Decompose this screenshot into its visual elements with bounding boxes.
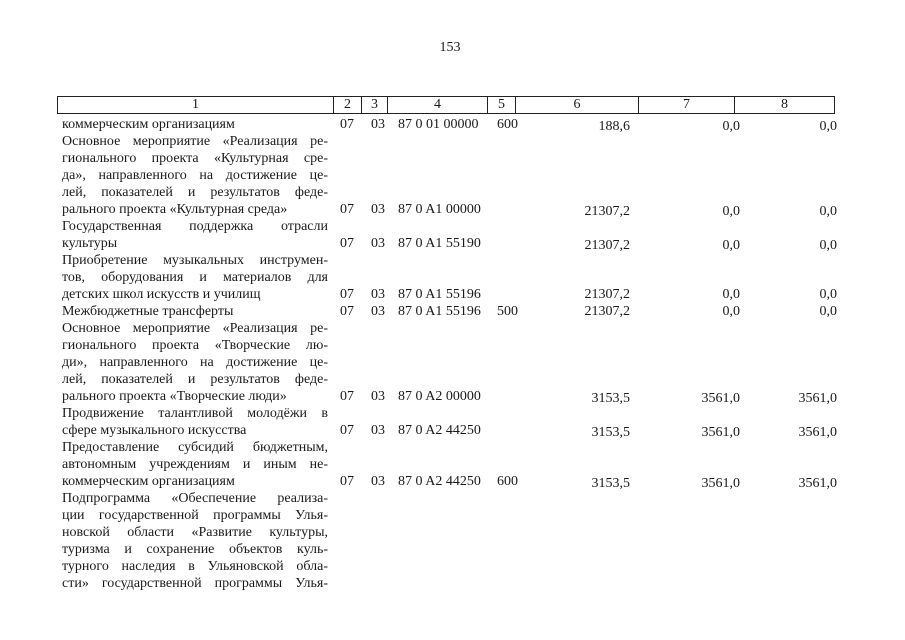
row-description (62, 252, 328, 303)
amount-col-8: 3561,0 (798, 425, 837, 440)
amount-col-7: 3561,0 (701, 476, 740, 491)
row-description (62, 303, 328, 320)
amount-col-8: 0,0 (819, 238, 837, 253)
column-header-4: 4 (388, 97, 488, 114)
section-code: 07 (340, 304, 354, 319)
column-header-3: 3 (362, 97, 388, 114)
column-header-7: 7 (639, 97, 735, 114)
table-row (0, 439, 905, 490)
row-description (62, 439, 328, 490)
description-line: Государственная поддержка отрасли (62, 219, 328, 234)
description-line: тов, оборудования и материалов для (62, 270, 328, 285)
expense-type-code: 600 (497, 474, 518, 489)
amount-col-6: 21307,2 (584, 287, 630, 302)
subsection-code: 03 (371, 117, 385, 132)
description-line: культуры (62, 236, 118, 251)
target-article-code: 87 0 A1 00000 (398, 202, 481, 217)
amount-col-8: 0,0 (819, 287, 837, 302)
subsection-code: 03 (371, 389, 385, 404)
description-line: ди», направленного на достижение це- (62, 355, 328, 370)
description-line: сти» государственной программы Улья- (62, 576, 328, 591)
section-code: 07 (340, 389, 354, 404)
amount-col-6: 21307,2 (584, 238, 630, 253)
description-line: сфере музыкального искусства (62, 423, 247, 438)
target-article-code: 87 0 A1 55196 (398, 287, 481, 302)
column-header-5: 5 (488, 97, 516, 114)
section-code: 07 (340, 117, 354, 132)
amount-col-7: 0,0 (722, 238, 740, 253)
expense-type-code: 600 (497, 117, 518, 132)
table-row (0, 116, 905, 133)
description-line: турного наследия в Ульяновской обла- (62, 559, 328, 574)
target-article-code: 87 0 A2 00000 (398, 389, 481, 404)
amount-col-7: 3561,0 (701, 425, 740, 440)
row-description (62, 405, 328, 439)
description-line: детских школ искусств и училищ (62, 287, 261, 302)
amount-col-8: 0,0 (819, 119, 837, 134)
amount-col-6: 21307,2 (584, 204, 630, 219)
table-row (0, 405, 905, 439)
amount-col-6: 3153,5 (591, 391, 630, 406)
description-line: рального проекта «Культурная среда» (62, 202, 288, 217)
amount-col-6: 188,6 (598, 119, 630, 134)
description-line: туризма и сохранение объектов куль- (62, 542, 328, 557)
target-article-code: 87 0 A2 44250 (398, 474, 481, 489)
amount-col-7: 0,0 (722, 287, 740, 302)
column-header-6: 6 (516, 97, 639, 114)
column-header-1: 1 (58, 97, 334, 114)
table-row (0, 490, 905, 592)
description-line: гионального проекта «Культурная сре- (62, 151, 328, 166)
description-line: рального проекта «Творческие люди» (62, 389, 287, 404)
table-row (0, 320, 905, 405)
page-number: 153 (439, 40, 461, 55)
amount-col-8: 3561,0 (798, 391, 837, 406)
description-line: да», направленного на достижение це- (62, 168, 328, 183)
amount-col-8: 0,0 (819, 304, 837, 319)
amount-col-8: 0,0 (819, 204, 837, 219)
amount-col-7: 3561,0 (701, 391, 740, 406)
description-line: коммерческим организациям (62, 117, 235, 132)
expense-type-code: 500 (497, 304, 518, 319)
section-code: 07 (340, 423, 354, 438)
section-code: 07 (340, 202, 354, 217)
table-row (0, 303, 905, 320)
subsection-code: 03 (371, 202, 385, 217)
amount-col-7: 0,0 (722, 304, 740, 319)
amount-col-7: 0,0 (722, 204, 740, 219)
subsection-code: 03 (371, 474, 385, 489)
target-article-code: 87 0 A2 44250 (398, 423, 481, 438)
description-line: лей, показателей и результатов феде- (62, 185, 328, 200)
description-line: Основное мероприятие «Реализация ре- (62, 321, 328, 336)
subsection-code: 03 (371, 423, 385, 438)
amount-col-7: 0,0 (722, 119, 740, 134)
amount-col-6: 3153,5 (591, 425, 630, 440)
table-row (0, 133, 905, 218)
table-row (0, 252, 905, 303)
description-line: ции государственной программы Улья- (62, 508, 328, 523)
description-line: автономным учреждениям и иным не- (62, 457, 328, 472)
amount-col-6: 3153,5 (591, 476, 630, 491)
description-line: Основное мероприятие «Реализация ре- (62, 134, 328, 149)
description-line: новской области «Развитие культуры, (62, 525, 328, 540)
description-line: Продвижение талантливой молодёжи в (62, 406, 328, 421)
row-description (62, 116, 328, 133)
description-line: Межбюджетные трансферты (62, 304, 234, 319)
target-article-code: 87 0 A1 55196 (398, 304, 481, 319)
description-line: Подпрограмма «Обеспечение реализа- (62, 491, 328, 506)
row-description (62, 320, 328, 405)
row-description (62, 490, 328, 592)
subsection-code: 03 (371, 287, 385, 302)
target-article-code: 87 0 A1 55190 (398, 236, 481, 251)
amount-col-8: 3561,0 (798, 476, 837, 491)
section-code: 07 (340, 474, 354, 489)
section-code: 07 (340, 236, 354, 251)
amount-col-6: 21307,2 (584, 304, 630, 319)
row-description (62, 133, 328, 218)
table-row (0, 218, 905, 252)
description-line: Приобретение музыкальных инструмен- (62, 253, 328, 268)
column-header-8: 8 (735, 97, 835, 114)
subsection-code: 03 (371, 304, 385, 319)
description-line: коммерческим организациям (62, 474, 235, 489)
subsection-code: 03 (371, 236, 385, 251)
column-header-2: 2 (334, 97, 362, 114)
row-description (62, 218, 328, 252)
description-line: гионального проекта «Творческие лю- (62, 338, 328, 353)
target-article-code: 87 0 01 00000 (398, 117, 479, 132)
description-line: Предоставление субсидий бюджетным, (62, 440, 328, 455)
section-code: 07 (340, 287, 354, 302)
description-line: лей, показателей и результатов феде- (62, 372, 328, 387)
